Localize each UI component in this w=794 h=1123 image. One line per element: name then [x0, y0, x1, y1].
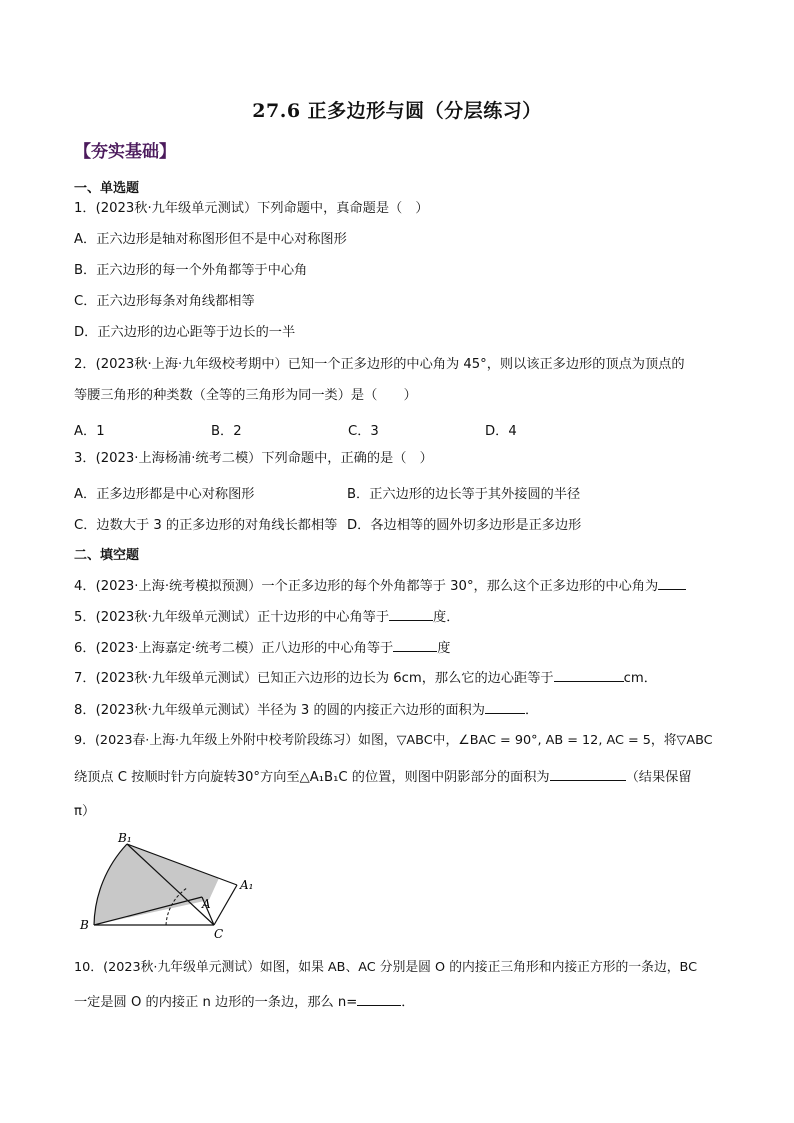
q5-text-after: 度．	[433, 610, 460, 625]
q8-stem	[74, 699, 538, 721]
q4-answer-blank[interactable]	[658, 575, 686, 590]
q10-stem-line2	[74, 991, 414, 1013]
q9-stem-line1: 9．(2023春·上海·九年级上外附中校考阶段练习）如图，▽ABC中，∠BAC = 90°, AB = 12, AC = 5，将▽ABC	[74, 733, 713, 748]
q9-text: 绕顶点 C 按顺时针方向旋转30°方向至△A₁B₁C 的位置，则图中阴影部分的面积为	[74, 770, 550, 785]
q1-option-d: D．正六边形的边心距等于边长的一半	[74, 325, 296, 340]
q10-text-after: ．	[401, 995, 415, 1010]
q10-stem-line1: 10．(2023秋·九年级单元测试）如图，如果 AB、AC 分别是圆 O 的内接正三角形和内接正方形的一条边，BC	[74, 960, 698, 975]
label-c: C	[214, 927, 224, 941]
label-b: B	[80, 918, 89, 932]
q5-text: 5．(2023秋·九年级单元测试）正十边形的中心角等于	[74, 610, 390, 625]
q2-option-b: B．2	[211, 424, 242, 439]
q1-option-c: C．正六边形每条对角线都相等	[74, 294, 255, 309]
q2-option-c: C．3	[348, 424, 379, 439]
label-b1: B₁	[118, 831, 132, 845]
group-heading-choice: 一、单选题	[74, 181, 140, 196]
q9-stem-line3: π）	[74, 804, 96, 819]
q3-stem: 3．(2023·上海杨浦·统考二模）下列命题中，正确的是（ ）	[74, 451, 433, 466]
q2-stem-line2: 等腰三角形的种类数（全等的三角形为同一类）是（ ）	[74, 388, 417, 403]
q6-answer-blank[interactable]	[393, 637, 437, 652]
q6-stem	[74, 637, 450, 659]
q7-stem	[74, 667, 657, 689]
section-heading: 【夯实基础】	[74, 142, 176, 162]
q3-option-a: A．正多边形都是中心对称图形	[74, 487, 255, 502]
q2-stem-line1: 2．(2023秋·上海·九年级校考期中）已知一个正多边形的中心角为 45°，则以该正多边形的顶点为顶点的	[74, 357, 685, 372]
q1-option-b: B．正六边形的每一个外角都等于中心角	[74, 263, 308, 278]
q3-option-d: D．各边相等的圆外切多边形是正多边形	[347, 518, 582, 533]
q10-answer-blank[interactable]	[357, 991, 401, 1006]
q1-option-a: A．正六边形是轴对称图形但不是中心对称图形	[74, 232, 347, 247]
q5-answer-blank[interactable]	[389, 606, 433, 621]
q3-option-b: B．正六边形的边长等于其外接圆的半径	[347, 487, 581, 502]
q9-text-after: （结果保留	[625, 770, 692, 785]
q6-text-after: 度	[437, 641, 451, 656]
q10-text: 一定是圆 O 的内接正 n 边形的一条边，那么 n=	[74, 995, 358, 1010]
q3-option-c: C．边数大于 3 的正多边形的对角线长都相等	[74, 518, 338, 533]
label-a1: A₁	[240, 878, 254, 892]
q7-answer-blank[interactable]	[554, 667, 624, 682]
q8-text-after: ．	[524, 703, 539, 718]
q2-option-d: D．4	[485, 424, 517, 439]
q5-stem	[74, 606, 459, 628]
q8-text: 8．(2023秋·九年级单元测试）半径为 3 的圆的内接正六边形的面积为	[74, 703, 485, 718]
label-a: A	[202, 897, 211, 911]
q9-answer-blank[interactable]	[550, 766, 626, 781]
q9-stem-line2	[74, 766, 692, 788]
q6-text: 6．(2023·上海嘉定·统考二模）正八边形的中心角等于	[74, 641, 394, 656]
group-heading-fill: 二、填空题	[74, 548, 140, 563]
page-title: 27.6 正多边形与圆（分层练习）	[252, 100, 542, 122]
q2-option-a: A．1	[74, 424, 105, 439]
q7-text: 7．(2023秋·九年级单元测试）已知正六边形的边长为 6cm，那么它的边心距等于	[74, 671, 554, 686]
q4-text: 4．(2023·上海·统考模拟预测）一个正多边形的每个外角都等于 30°，那么这个正多边形的中心角为	[74, 579, 659, 594]
q7-text-after: cm．	[623, 671, 657, 686]
q4-stem	[74, 575, 686, 597]
q1-stem: 1．(2023秋·九年级单元测试）下列命题中，真命题是（ ）	[74, 201, 429, 216]
q9-rotation-figure	[74, 830, 274, 942]
q8-answer-blank[interactable]	[485, 699, 525, 714]
